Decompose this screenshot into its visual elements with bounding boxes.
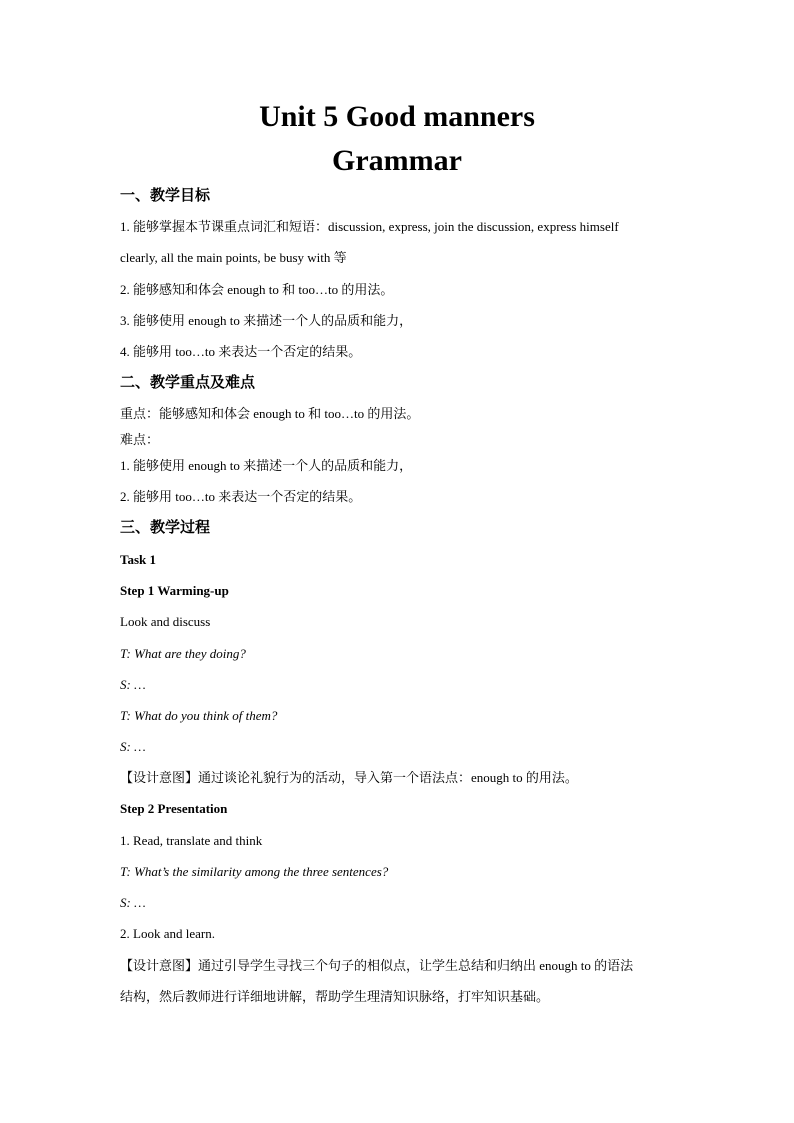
step1-student-answer-2: S: … (120, 739, 146, 754)
step1-teacher-question-2: T: What do you think of them? (120, 708, 278, 723)
step1-teacher-question-1: T: What are they doing? (120, 646, 246, 661)
objective-2: 2. 能够感知和体会 enough to 和 too…to 的用法。 (120, 282, 394, 297)
difficult-point-1: 1. 能够使用 enough to 来描述一个人的品质和能力， (120, 458, 413, 473)
step1-student-answer-1: S: … (120, 677, 146, 692)
step1-design-intent: 【设计意图】通过谈论礼貌行为的活动，导入第一个语法点：enough to 的用法。 (120, 770, 578, 785)
difficult-label: 难点： (120, 432, 160, 447)
step2-activity-2: 2. Look and learn. (120, 926, 215, 941)
step1-title: Step 1 Warming-up (120, 583, 229, 598)
step2-activity-1: 1. Read, translate and think (120, 833, 263, 848)
section1-heading: 一、教学目标 (120, 186, 211, 204)
objective-4: 4. 能够用 too…to 来表达一个否定的结果。 (120, 344, 362, 359)
step2-teacher-question: T: What’s the similarity among the three sentences? (120, 864, 389, 879)
step2-title: Step 2 Presentation (120, 801, 228, 816)
task-label: Task 1 (120, 552, 157, 567)
document-subtitle: Grammar (332, 144, 462, 177)
step1-activity: Look and discuss (120, 614, 211, 629)
objective-3: 3. 能够使用 enough to 来描述一个人的品质和能力， (120, 313, 413, 328)
step2-student-answer: S: … (120, 895, 146, 910)
objective-1-line2: clearly, all the main points, be busy with 等 (120, 250, 347, 265)
objective-1-line1: 1. 能够掌握本节课重点词汇和短语：discussion, express, join the discussion, express himself (120, 219, 619, 234)
section3-heading: 三、教学过程 (120, 518, 211, 536)
section2-heading: 二、教学重点及难点 (120, 373, 256, 391)
difficult-point-2: 2. 能够用 too…to 来表达一个否定的结果。 (120, 489, 362, 504)
key-point: 重点：能够感知和体会 enough to 和 too…to 的用法。 (120, 406, 420, 421)
step2-design-intent-line1: 【设计意图】通过引导学生寻找三个句子的相似点，让学生总结和归纳出 enough to 的语法 (120, 958, 634, 973)
step2-design-intent-line2: 结构，然后教师进行详细地讲解，帮助学生理清知识脉络，打牢知识基础。 (120, 989, 550, 1004)
document-title: Unit 5 Good manners (259, 100, 535, 133)
